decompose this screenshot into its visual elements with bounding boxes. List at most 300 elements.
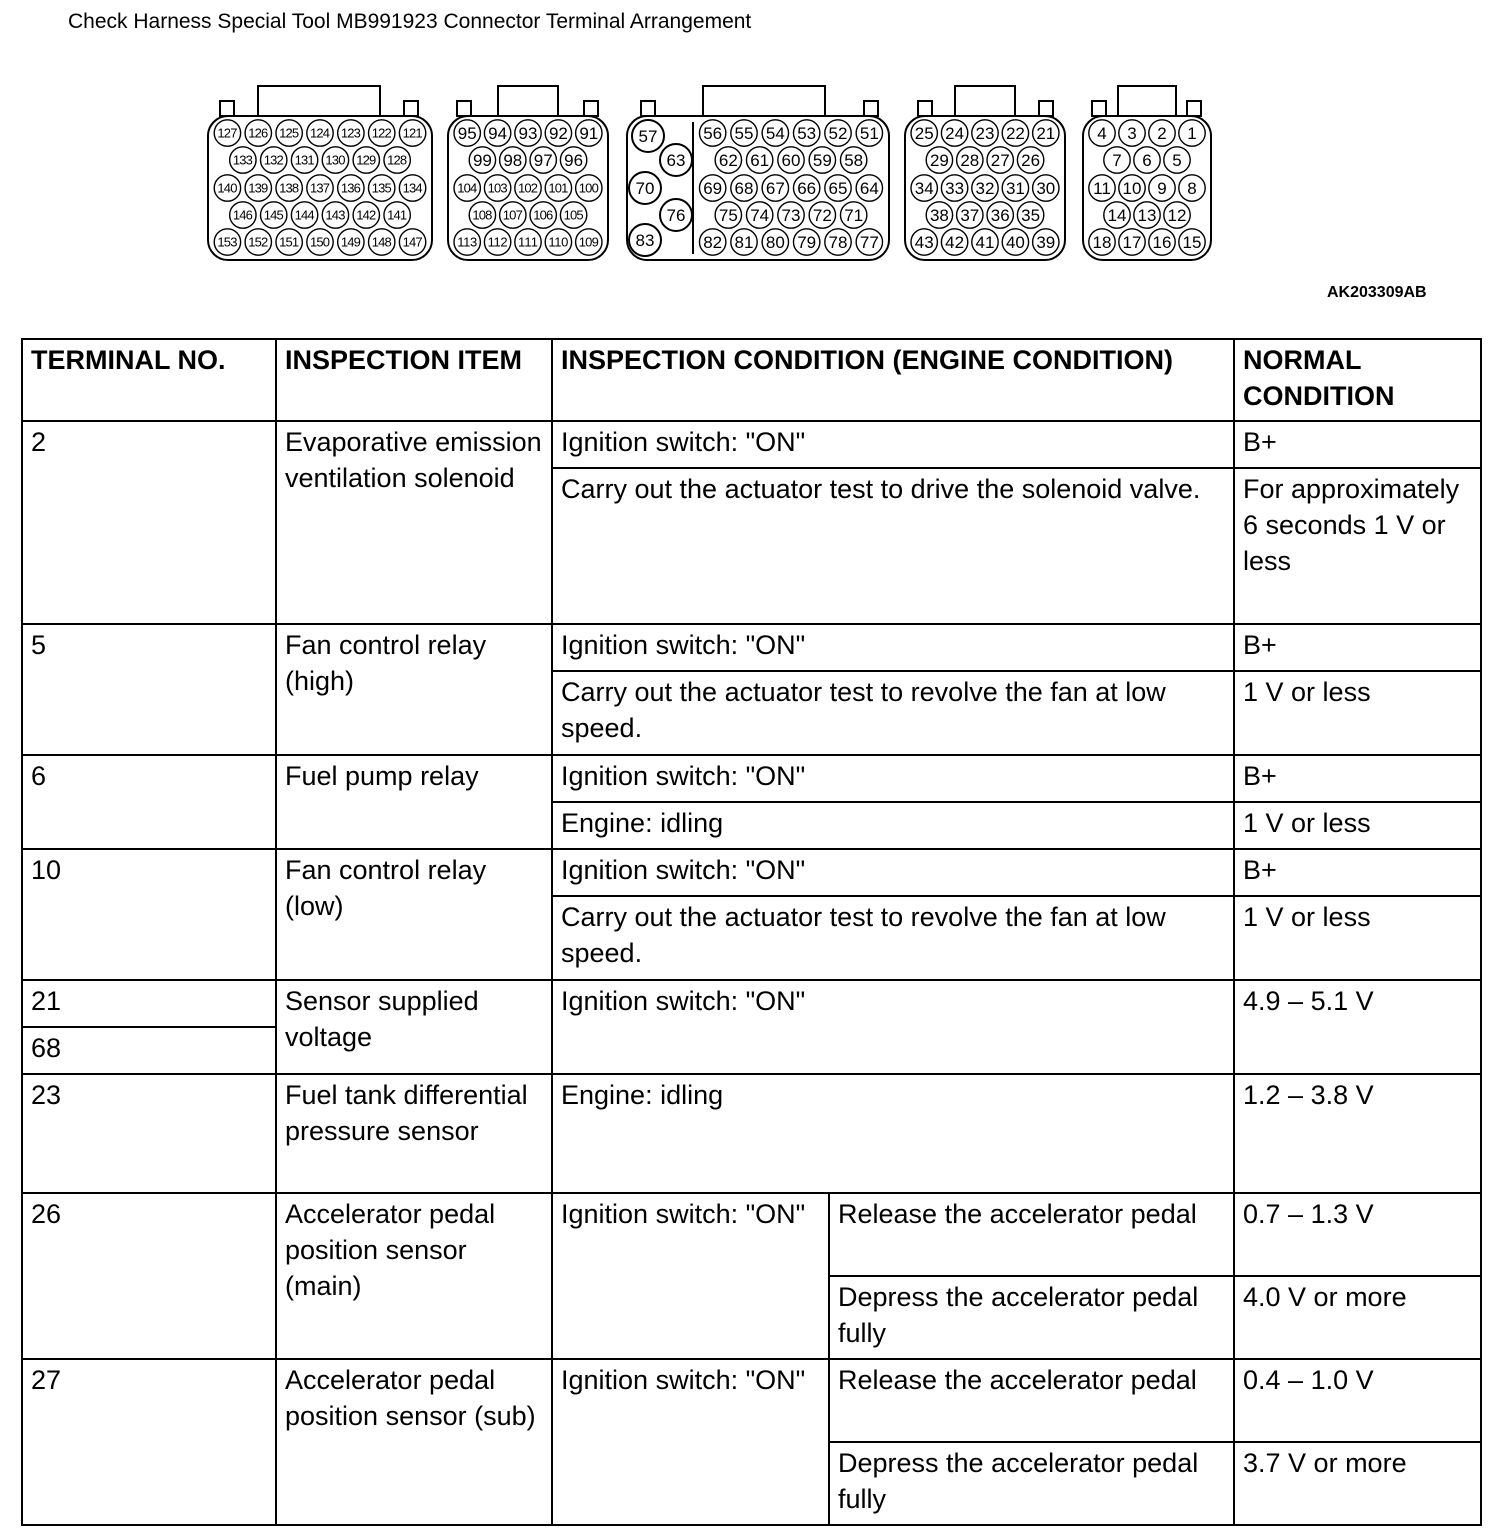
svg-text:95: 95 [457,124,477,144]
svg-text:102: 102 [518,180,538,196]
connector-pin [500,202,526,228]
table-row [22,849,1481,896]
connector-pin [576,120,602,146]
connector-pin [1134,202,1160,228]
svg-text:27: 27 [990,151,1010,171]
svg-text:103: 103 [487,180,508,196]
terminal-cell: 68 [22,1027,276,1074]
connector-pin [1033,120,1059,146]
inspection-item-cell: Fan control relay (high) [276,624,552,755]
svg-text:52: 52 [828,124,848,144]
svg-text:30: 30 [1036,179,1056,199]
svg-text:139: 139 [248,180,269,196]
connector-pin [972,175,998,201]
connector-pin [276,175,302,201]
connector-pin [469,147,495,173]
connector-pin [245,175,271,201]
svg-text:130: 130 [325,152,346,168]
connector-pin [629,172,661,204]
svg-text:37: 37 [960,206,980,226]
svg-text:74: 74 [750,206,770,226]
connector-pin [793,175,819,201]
connector-pin [1002,175,1028,201]
svg-text:113: 113 [457,234,478,250]
svg-text:82: 82 [703,233,723,253]
connector-pin [972,120,998,146]
svg-text:59: 59 [812,151,832,171]
connector-pin [629,224,661,256]
connector-pin [307,120,333,146]
svg-text:16: 16 [1152,233,1172,253]
connector-pin [530,147,556,173]
connector-pin [307,229,333,255]
connector-pin [1089,229,1115,255]
connector-pin [987,147,1013,173]
svg-text:121: 121 [402,125,423,141]
connector-pin [793,229,819,255]
svg-text:144: 144 [294,207,315,223]
svg-text:148: 148 [371,234,392,250]
connector-pin [560,202,586,228]
sub-condition-cell: Depress the accelerator pedal fully [829,1276,1234,1359]
svg-text:23: 23 [975,124,995,144]
connector-pin [840,202,866,228]
header-inspection-condition: INSPECTION CONDITION (ENGINE CONDITION) [552,339,1234,421]
connector-pin [1002,120,1028,146]
svg-text:55: 55 [734,124,754,144]
connector-pin [778,147,804,173]
svg-text:79: 79 [797,233,817,253]
condition-cell: Ignition switch: "ON" [552,421,1234,468]
connector-pin [1149,229,1175,255]
svg-text:61: 61 [750,151,770,171]
svg-text:29: 29 [929,151,949,171]
connector-pin [353,202,379,228]
svg-text:63: 63 [666,151,686,170]
inspection-table [21,338,1482,1526]
svg-text:68: 68 [734,179,754,199]
svg-text:2: 2 [1157,124,1167,144]
inspection-item-cell: Accelerator pedal position sensor (main) [276,1193,552,1359]
svg-text:147: 147 [402,234,423,250]
header-inspection-item: INSPECTION ITEM [276,339,552,421]
svg-text:12: 12 [1167,206,1187,226]
connector-pin [515,229,541,255]
connector-pin [384,147,410,173]
connector-pin [399,175,425,201]
terminal-cell: 21 [22,980,276,1027]
svg-text:39: 39 [1036,233,1056,253]
connector-pin [322,147,348,173]
svg-text:36: 36 [990,206,1010,226]
table-row [22,1074,1481,1193]
connector-pin [699,120,725,146]
connector-pin [926,147,952,173]
connector-pin [1017,147,1043,173]
connector-pin [1104,202,1130,228]
table-row [22,980,1481,1027]
sub-condition-cell: Depress the accelerator pedal fully [829,1442,1234,1525]
normal-cell: B+ [1234,849,1481,896]
svg-text:73: 73 [781,206,801,226]
svg-text:41: 41 [975,233,995,253]
svg-text:67: 67 [765,179,785,199]
svg-text:153: 153 [217,234,238,250]
terminal-cell: 27 [22,1359,276,1525]
svg-text:83: 83 [635,231,655,250]
svg-text:26: 26 [1021,151,1041,171]
svg-text:93: 93 [518,124,538,144]
svg-text:7: 7 [1112,151,1122,171]
connector-pin [545,120,571,146]
connector-pin [731,229,757,255]
svg-text:32: 32 [975,179,995,199]
normal-cell: 0.4 – 1.0 V [1234,1359,1481,1442]
connector-pin [762,120,788,146]
connector-pin [230,202,256,228]
svg-text:43: 43 [914,233,934,253]
connector-2 [448,86,608,260]
connector-pin [399,120,425,146]
connector-pin [369,175,395,201]
svg-text:78: 78 [828,233,848,253]
svg-text:122: 122 [371,125,392,141]
svg-text:98: 98 [503,151,523,171]
svg-text:124: 124 [310,125,330,141]
connector-pin [338,175,364,201]
svg-text:35: 35 [1021,206,1041,226]
svg-text:110: 110 [548,234,569,250]
table-row [22,1359,1481,1442]
svg-text:72: 72 [812,206,832,226]
connector-pin [214,229,240,255]
svg-text:62: 62 [718,151,738,171]
svg-text:111: 111 [518,234,538,250]
connector-3 [627,86,889,260]
connector-pin [530,202,556,228]
connector-pin [500,147,526,173]
svg-text:24: 24 [945,124,965,144]
svg-text:145: 145 [263,207,284,223]
connector-pin [484,175,510,201]
table-row [22,421,1481,468]
condition-cell: Carry out the actuator test to revolve the fan at low speed. [552,671,1234,755]
connector-pin [369,229,395,255]
connector-pin [1033,229,1059,255]
svg-text:134: 134 [402,180,423,196]
inspection-item-cell: Fuel tank differential pressure sensor [276,1074,552,1193]
terminal-cell: 2 [22,421,276,624]
svg-text:132: 132 [263,152,284,168]
svg-text:13: 13 [1137,206,1157,226]
svg-text:131: 131 [294,152,315,168]
svg-text:64: 64 [859,179,879,199]
inspection-item-cell: Fuel pump relay [276,755,552,849]
connector-1 [208,86,432,260]
connector-pin [1179,120,1205,146]
inspection-item-cell: Sensor supplied voltage [276,980,552,1074]
connector-pin [1179,229,1205,255]
connector-pin [778,202,804,228]
connector-pin [746,147,772,173]
svg-text:99: 99 [472,151,492,171]
svg-text:33: 33 [945,179,965,199]
svg-text:11: 11 [1093,179,1111,199]
connector-pin [276,120,302,146]
condition-cell: Carry out the actuator test to revolve the fan at low speed. [552,896,1234,980]
connector-pin [291,147,317,173]
svg-text:21: 21 [1036,124,1056,144]
connector-pin [856,120,882,146]
connector-pin [941,175,967,201]
svg-text:80: 80 [765,233,785,253]
connector-pin [1089,120,1115,146]
sub-condition-cell: Release the accelerator pedal [829,1193,1234,1276]
connector-pin [515,175,541,201]
connector-pin [307,175,333,201]
svg-text:3: 3 [1127,124,1137,144]
svg-text:54: 54 [765,124,785,144]
inspection-item-cell: Accelerator pedal position sensor (sub) [276,1359,552,1525]
svg-text:108: 108 [472,207,493,223]
svg-text:56: 56 [703,124,723,144]
connector-pin [454,120,480,146]
svg-text:69: 69 [703,179,723,199]
header-terminal: TERMINAL NO. [22,339,276,421]
condition-cell: Ignition switch: "ON" [552,1193,829,1359]
connector-pin [987,202,1013,228]
connector-pin [214,175,240,201]
svg-text:65: 65 [828,179,848,199]
svg-text:150: 150 [310,234,330,250]
connector-pin [261,202,287,228]
sub-condition-cell: Release the accelerator pedal [829,1359,1234,1442]
svg-text:60: 60 [781,151,801,171]
svg-text:81: 81 [734,233,754,253]
svg-text:18: 18 [1092,233,1112,253]
terminal-cell: 6 [22,755,276,849]
table-row [22,1193,1481,1276]
svg-text:112: 112 [487,234,508,250]
condition-cell: Carry out the actuator test to drive the solenoid valve. [552,468,1234,624]
svg-text:1: 1 [1187,124,1197,144]
svg-text:138: 138 [279,180,300,196]
connector-pin [911,229,937,255]
connector-pin [926,202,952,228]
svg-text:58: 58 [844,151,864,171]
connector-pin [1134,147,1160,173]
connector-pin [515,120,541,146]
normal-cell: 3.7 V or more [1234,1442,1481,1525]
svg-text:77: 77 [859,233,879,253]
svg-text:146: 146 [232,207,253,223]
table-row [22,624,1481,671]
svg-text:101: 101 [548,180,569,196]
normal-cell: 4.9 – 5.1 V [1234,980,1481,1074]
normal-cell: B+ [1234,755,1481,802]
connector-pin [214,120,240,146]
svg-text:100: 100 [578,180,599,196]
connector-pin [840,147,866,173]
connector-pin [793,120,819,146]
table-header-row [22,339,1481,421]
normal-cell: B+ [1234,421,1481,468]
svg-text:106: 106 [533,207,554,223]
svg-text:5: 5 [1172,151,1182,171]
connector-pin [972,229,998,255]
svg-text:126: 126 [248,125,269,141]
connector-pin [545,229,571,255]
connector-pin [809,147,835,173]
connector-pin [1164,147,1190,173]
header-normal-condition: NORMAL CONDITION [1234,339,1481,421]
svg-text:51: 51 [859,124,879,144]
document-title: Check Harness Special Tool MB991923 Connector Terminal Arrangement [68,10,752,33]
svg-text:25: 25 [914,124,934,144]
connector-pin [245,229,271,255]
connector-pin [1149,175,1175,201]
svg-text:151: 151 [279,234,300,250]
normal-cell: B+ [1234,624,1481,671]
connector-pin [1119,229,1145,255]
connector-pin [957,147,983,173]
svg-text:136: 136 [340,180,361,196]
connector-pin [825,229,851,255]
connector-5 [1083,86,1211,260]
svg-text:14: 14 [1107,206,1127,226]
connector-pin [699,229,725,255]
condition-cell: Ignition switch: "ON" [552,624,1234,671]
connector-pin [1089,175,1115,201]
connector-pin [856,175,882,201]
svg-text:105: 105 [563,207,584,223]
svg-text:149: 149 [340,234,361,250]
terminal-cell: 10 [22,849,276,980]
connector-pin [660,199,692,231]
table-row [22,755,1481,802]
svg-text:8: 8 [1187,179,1197,199]
normal-cell: 0.7 – 1.3 V [1234,1193,1481,1276]
inspection-item-cell: Evaporative emission ventilation solenoid [276,421,552,624]
svg-text:17: 17 [1122,233,1142,253]
connector-pin [484,120,510,146]
condition-cell: Engine: idling [552,802,1234,849]
normal-cell: 4.0 V or more [1234,1276,1481,1359]
normal-cell: 1.2 – 3.8 V [1234,1074,1481,1193]
connector-pin [699,175,725,201]
connector-pin [261,147,287,173]
svg-text:135: 135 [371,180,392,196]
connector-pin [230,147,256,173]
svg-text:141: 141 [387,207,408,223]
connector-pin [338,229,364,255]
connector-pin [1164,202,1190,228]
svg-text:143: 143 [325,207,346,223]
connector-pin [746,202,772,228]
svg-text:104: 104 [457,180,478,196]
connector-pin [322,202,348,228]
connector-pin [911,120,937,146]
connector-pin [809,202,835,228]
connector-pin [560,147,586,173]
connector-pin [291,202,317,228]
connector-pin [576,175,602,201]
svg-text:129: 129 [356,152,377,168]
connector-pin [1104,147,1130,173]
connector-pin [399,229,425,255]
connector-pin [1002,229,1028,255]
connector-pin [454,229,480,255]
condition-cell: Engine: idling [552,1074,1234,1193]
connector-pin [353,147,379,173]
svg-text:92: 92 [548,124,568,144]
connector-pin [484,229,510,255]
connector-pin [715,202,741,228]
svg-text:96: 96 [564,151,584,171]
svg-text:38: 38 [929,206,949,226]
connector-pin [1179,175,1205,201]
svg-text:123: 123 [340,125,361,141]
connector-pin [941,120,967,146]
connector-pin [762,175,788,201]
svg-text:28: 28 [960,151,980,171]
connector-pin [762,229,788,255]
svg-text:70: 70 [635,179,655,198]
svg-text:22: 22 [1005,124,1025,144]
svg-text:152: 152 [248,234,269,250]
terminal-cell: 23 [22,1074,276,1193]
svg-text:137: 137 [310,180,330,196]
connector-pin [384,202,410,228]
svg-text:107: 107 [502,207,523,223]
svg-text:125: 125 [279,125,300,141]
svg-text:31: 31 [1005,179,1025,199]
connector-pin [825,175,851,201]
svg-text:94: 94 [488,124,508,144]
connector-pin [576,229,602,255]
svg-text:6: 6 [1142,151,1152,171]
connector-pin [245,120,271,146]
svg-text:142: 142 [356,207,377,223]
terminal-cell: 5 [22,624,276,755]
svg-text:97: 97 [533,151,553,171]
connector-4 [905,86,1065,260]
normal-cell: For approximately 6 seconds 1 V or less [1234,468,1481,624]
svg-text:53: 53 [797,124,817,144]
svg-text:128: 128 [387,152,408,168]
connector-pin [1119,120,1145,146]
connector-pin [1119,175,1145,201]
connector-pin [731,175,757,201]
connector-pin [825,120,851,146]
normal-cell: 1 V or less [1234,896,1481,980]
connector-pin [276,229,302,255]
connector-pin [545,175,571,201]
svg-text:140: 140 [217,180,238,196]
svg-text:75: 75 [718,206,738,226]
condition-cell: Ignition switch: "ON" [552,1359,829,1525]
connector-pin [660,144,692,176]
svg-text:40: 40 [1005,233,1025,253]
svg-text:71: 71 [844,206,864,226]
connector-pin [856,229,882,255]
svg-text:76: 76 [666,206,686,225]
inspection-item-cell: Fan control relay (low) [276,849,552,980]
condition-cell: Ignition switch: "ON" [552,755,1234,802]
connector-pin [1017,202,1043,228]
figure-code: AK203309AB [1327,284,1427,301]
connector-pin [941,229,967,255]
